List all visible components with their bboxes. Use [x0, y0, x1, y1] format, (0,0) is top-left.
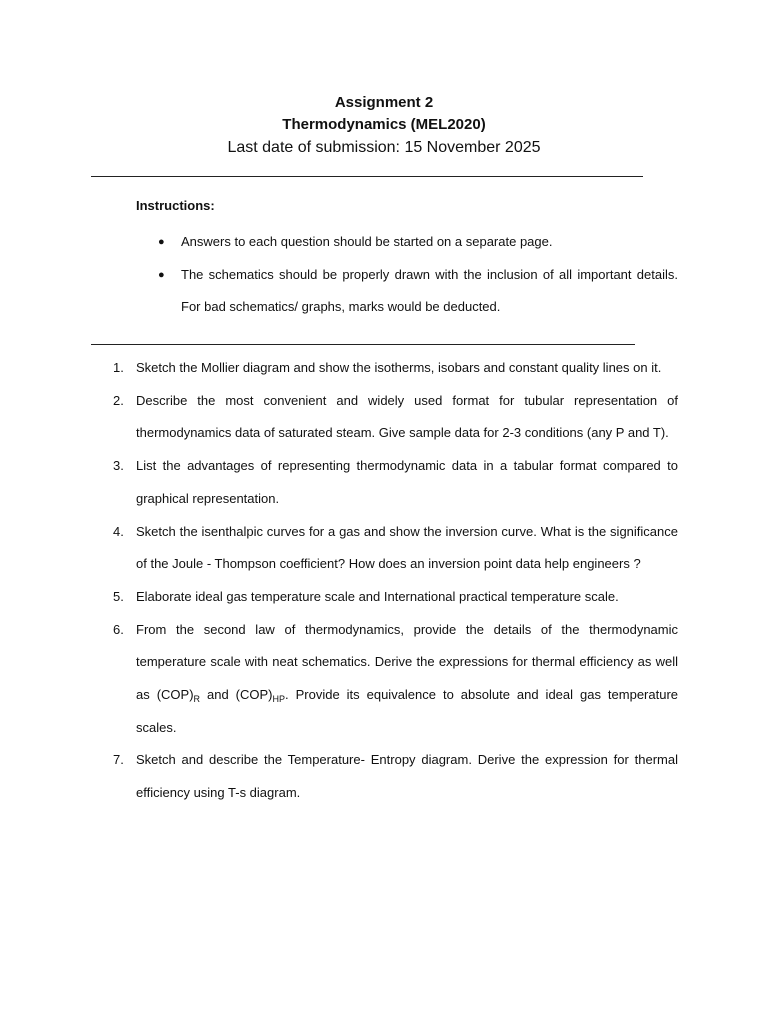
question-number: 5. [113, 588, 124, 604]
question-item [108, 450, 678, 515]
questions-list [108, 352, 678, 810]
instruction-text: The schematics should be properly drawn with the inclusion of all important details. For bad schematics/ graphs, marks would be deducted. [181, 266, 678, 314]
question-text-part: From the second law of thermodynamics, provide the details of the thermodynamic temperature scale with neat schematics. Derive the expressions for thermal efficiency as well as (COP) [136, 621, 678, 703]
course-title: Thermodynamics (MEL2020) [282, 116, 486, 133]
question-number: 2. [113, 392, 124, 408]
question-item [108, 352, 678, 385]
instruction-item [136, 226, 678, 259]
instruction-item [136, 259, 678, 324]
bullet-icon: ● [158, 268, 165, 281]
bullet-icon: ● [158, 236, 165, 248]
instructions-heading: Instructions: [136, 198, 215, 213]
horizontal-rule-top [91, 176, 643, 177]
question-item [108, 744, 678, 809]
question-number: 6. [113, 621, 124, 637]
instructions-list [136, 226, 678, 324]
instruction-text: Answers to each question should be started on a separate page. [181, 234, 553, 249]
question-item [108, 581, 678, 614]
question-item [108, 614, 678, 745]
question-item [108, 516, 678, 581]
question-text-part: and (COP) [200, 687, 273, 703]
submission-deadline: Last date of submission: 15 November 2025 [227, 139, 541, 156]
question-number: 4. [113, 523, 124, 539]
question-number: 7. [113, 752, 124, 768]
question-text: Sketch and describe the Temperature- Entropy diagram. Derive the expression for thermal efficiency using T-s diagram. [136, 752, 678, 801]
subscript-r: R [193, 694, 201, 705]
question-text: Elaborate ideal gas temperature scale and International practical temperature scale. [136, 588, 619, 604]
question-text-part: . Provide its equivalence to absolute and ideal gas temperature scales. [136, 687, 679, 735]
question-number: 3. [113, 458, 124, 474]
question-text: Sketch the isenthalpic curves for a gas and show the inversion curve. What is the significance of the Joule - Thompson coefficient? How does an inversion point data help engineers ? [136, 523, 678, 572]
question-text: List the advantages of representing thermodynamic data in a tabular format compared to graphical representation. [136, 458, 678, 506]
subscript-hp: HP [272, 694, 286, 705]
question-text: Describe the most convenient and widely used format for tubular representation of thermodynamics data of saturated steam. Give sample data for 2-3 conditions (any P and T). [136, 392, 678, 441]
question-item [108, 385, 678, 450]
assignment-title: Assignment 2 [334, 94, 434, 111]
question-number: 1. [113, 360, 124, 375]
question-text: Sketch the Mollier diagram and show the isotherms, isobars and constant quality lines on it. [136, 360, 662, 375]
horizontal-rule-bottom [91, 344, 635, 345]
